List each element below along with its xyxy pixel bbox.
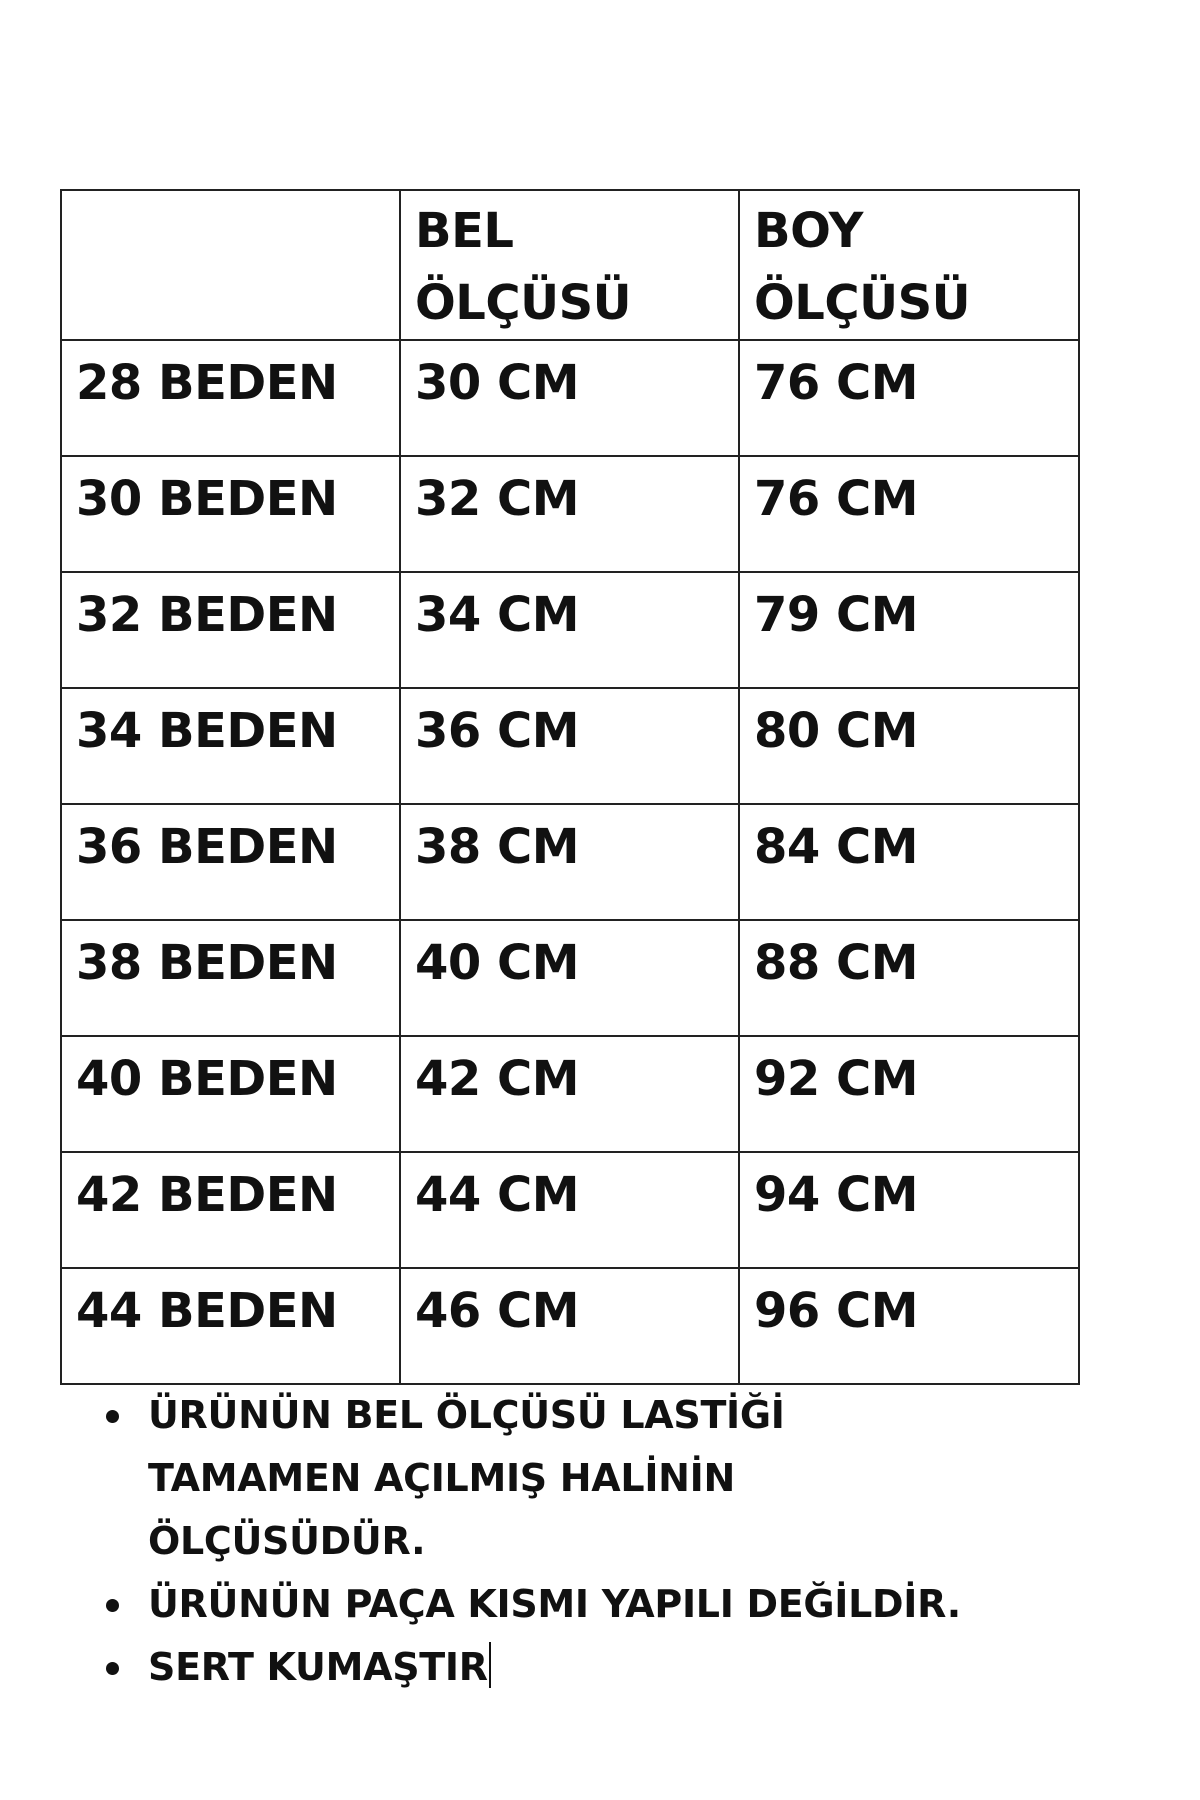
size-cell-text: 28 BEDEN	[76, 355, 338, 411]
waist-cell	[400, 572, 739, 688]
waist-cell	[400, 1036, 739, 1152]
waist-cell-text: 30 CM	[415, 355, 579, 411]
length-cell-text: 94 CM	[754, 1167, 918, 1223]
waist-cell	[400, 1152, 739, 1268]
size-cell	[61, 572, 400, 688]
waist-cell	[400, 340, 739, 456]
table-body	[61, 340, 1079, 1384]
note-text	[148, 1573, 1008, 1636]
size-cell-text: 42 BEDEN	[76, 1167, 338, 1223]
waist-cell-text: 32 CM	[415, 471, 579, 527]
header-cell-empty	[61, 190, 400, 340]
waist-cell-text: 36 CM	[415, 703, 579, 759]
header-length-line-2: ÖLÇÜSÜ	[754, 275, 971, 331]
length-cell-text: 76 CM	[754, 471, 918, 527]
waist-cell	[400, 688, 739, 804]
length-cell	[739, 1152, 1079, 1268]
size-cell	[61, 1036, 400, 1152]
waist-cell	[400, 456, 739, 572]
length-cell-text: 84 CM	[754, 819, 918, 875]
size-cell-text: 38 BEDEN	[76, 935, 338, 991]
table-row	[61, 804, 1079, 920]
table-row	[61, 1152, 1079, 1268]
waist-cell	[400, 804, 739, 920]
size-chart-table	[60, 189, 1080, 1385]
length-cell	[739, 804, 1079, 920]
size-cell-text: 30 BEDEN	[76, 471, 338, 527]
note-text	[148, 1636, 1008, 1699]
size-cell	[61, 1268, 400, 1384]
note-text-content: ÜRÜNÜN BEL ÖLÇÜSÜ LASTİĞİ TAMAMEN AÇILMIŞ HALİNİN ÖLÇÜSÜDÜR.	[148, 1393, 785, 1563]
size-cell-text: 34 BEDEN	[76, 703, 338, 759]
bullet-icon	[106, 1662, 119, 1675]
size-cell-text: 44 BEDEN	[76, 1283, 338, 1339]
waist-cell-text: 44 CM	[415, 1167, 579, 1223]
table-row	[61, 340, 1079, 456]
size-cell	[61, 920, 400, 1036]
length-cell-text: 88 CM	[754, 935, 918, 991]
length-cell	[739, 340, 1079, 456]
header-cell-waist	[400, 190, 739, 340]
table-row	[61, 920, 1079, 1036]
waist-cell-text: 40 CM	[415, 935, 579, 991]
size-cell	[61, 688, 400, 804]
waist-cell-text: 42 CM	[415, 1051, 579, 1107]
length-cell-text: 76 CM	[754, 355, 918, 411]
table-row	[61, 456, 1079, 572]
size-cell-text: 40 BEDEN	[76, 1051, 338, 1107]
size-cell	[61, 340, 400, 456]
waist-cell	[400, 920, 739, 1036]
table-header-row	[61, 190, 1079, 340]
header-cell-length	[739, 190, 1079, 340]
note-text-content: ÜRÜNÜN PAÇA KISMI YAPILI DEĞİLDİR.	[148, 1582, 961, 1626]
length-cell	[739, 572, 1079, 688]
size-cell-text: 32 BEDEN	[76, 587, 338, 643]
length-cell	[739, 920, 1079, 1036]
length-cell-text: 80 CM	[754, 703, 918, 759]
note-text-content: SERT KUMAŞTIR	[148, 1645, 488, 1689]
header-length-line-1: BOY	[754, 203, 863, 259]
size-cell	[61, 804, 400, 920]
size-cell-text: 36 BEDEN	[76, 819, 338, 875]
waist-cell	[400, 1268, 739, 1384]
note-item	[92, 1384, 1142, 1573]
length-cell-text: 96 CM	[754, 1283, 918, 1339]
table-row	[61, 1268, 1079, 1384]
length-cell-text: 92 CM	[754, 1051, 918, 1107]
length-cell	[739, 1036, 1079, 1152]
length-cell	[739, 688, 1079, 804]
table-row	[61, 688, 1079, 804]
header-waist-line-2: ÖLÇÜSÜ	[415, 275, 632, 331]
bullet-icon	[106, 1599, 119, 1612]
table-row	[61, 1036, 1079, 1152]
table-row	[61, 572, 1079, 688]
waist-cell-text: 46 CM	[415, 1283, 579, 1339]
size-cell	[61, 456, 400, 572]
size-cell	[61, 1152, 400, 1268]
waist-cell-text: 38 CM	[415, 819, 579, 875]
note-text	[148, 1384, 1008, 1573]
text-cursor	[489, 1642, 491, 1688]
note-item	[92, 1636, 1142, 1699]
length-cell	[739, 1268, 1079, 1384]
length-cell-text: 79 CM	[754, 587, 918, 643]
notes-list	[92, 1384, 1142, 1699]
header-waist-line-1: BEL	[415, 203, 514, 259]
waist-cell-text: 34 CM	[415, 587, 579, 643]
length-cell	[739, 456, 1079, 572]
bullet-icon	[106, 1410, 119, 1423]
note-item	[92, 1573, 1142, 1636]
